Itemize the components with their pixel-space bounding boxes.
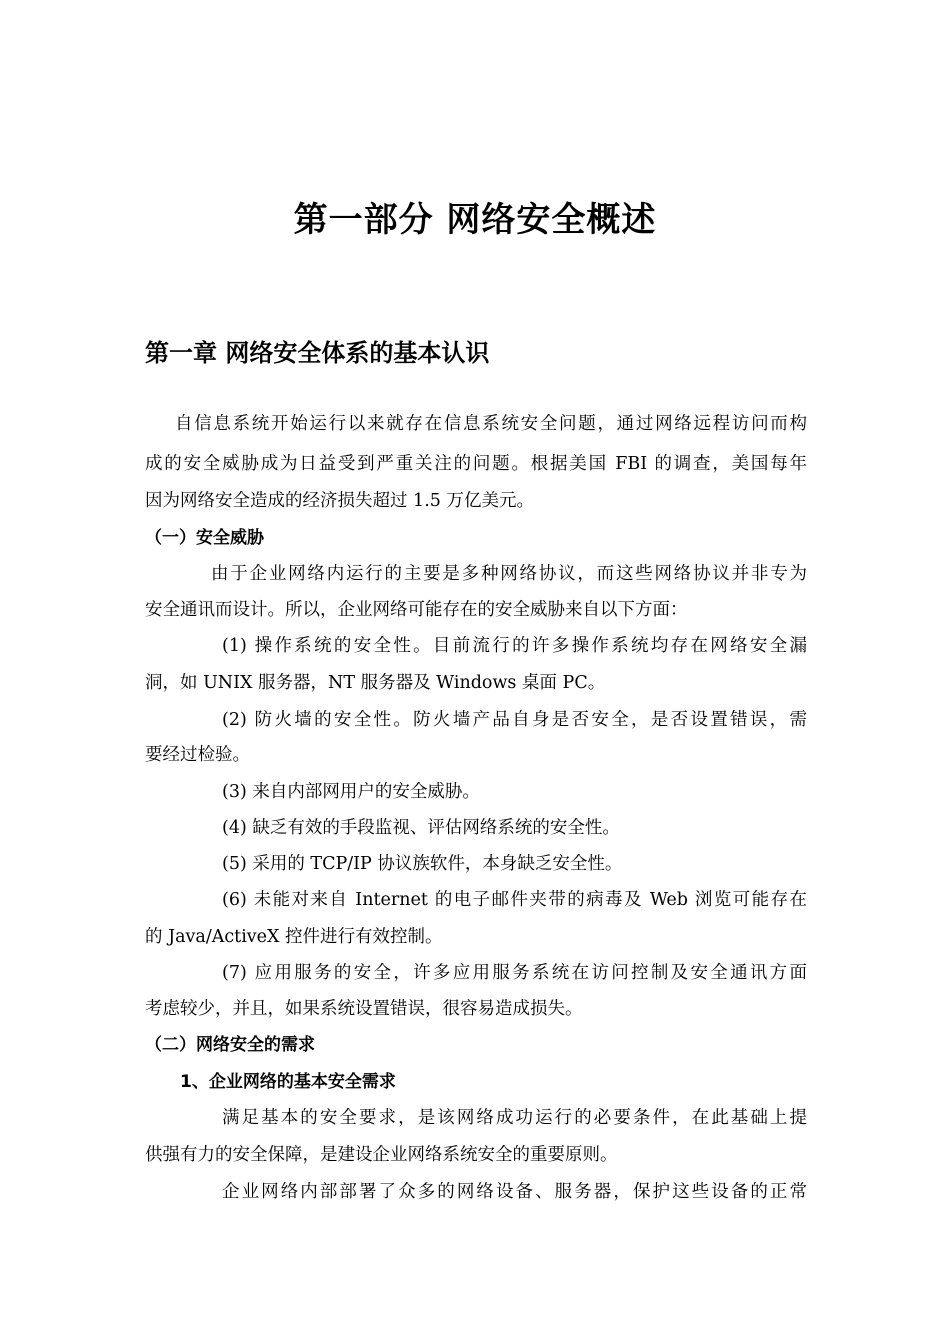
- threat-item-6-cont: 的 Java/ActiveX 控件进行有效控制。: [145, 927, 443, 947]
- threat-item-6: (6) 未能对来自 Internet 的电子邮件夹带的病毒及 Web 浏览可能存在: [222, 890, 807, 910]
- threats-para-line-2: 安全通讯而设计。所以，企业网络可能存在的安全威胁来自以下方面：: [145, 600, 688, 620]
- requirements-para2-line-1: 企业网络内部部署了众多的网络设备、服务器，保护这些设备的正常: [222, 1182, 807, 1202]
- threat-item-4: (4) 缺乏有效的手段监视、评估网络系统的安全性。: [222, 818, 620, 838]
- section-heading-threats: （一）安全威胁: [145, 528, 264, 548]
- threat-item-1-cont: 洞，如 UNIX 服务器，NT 服务器及 Windows 桌面 PC。: [145, 673, 606, 693]
- part-title: 第一部分 网络安全概述: [293, 200, 657, 240]
- threat-item-2: (2) 防火墙的安全性。防火墙产品自身是否安全，是否设置错误，需: [222, 710, 807, 730]
- requirements-para1-line-2: 供强有力的安全保障，是建设企业网络系统安全的重要原则。: [145, 1145, 618, 1165]
- threat-item-7-cont: 考虑较少，并且，如果系统设置错误，很容易造成损失。: [145, 999, 583, 1019]
- threat-item-3: (3) 来自内部网用户的安全威胁。: [222, 782, 480, 802]
- threat-item-1: (1) 操作系统的安全性。目前流行的许多操作系统均存在网络安全漏: [222, 636, 807, 656]
- intro-line-2: 成的安全威胁成为日益受到严重关注的问题。根据美国 FBI 的调查，美国每年: [145, 454, 807, 474]
- intro-line-3: 因为网络安全造成的经济损失超过 1.5 万亿美元。: [145, 491, 534, 511]
- threats-para-line-1: 由于企业网络内运行的主要是多种网络协议，而这些网络协议并非专为: [211, 564, 807, 584]
- section-heading-requirements: （二）网络安全的需求: [145, 1035, 315, 1055]
- threat-item-5: (5) 采用的 TCP/IP 协议族软件，本身缺乏安全性。: [222, 854, 623, 874]
- threat-item-7: (7) 应用服务的安全，许多应用服务系统在访问控制及安全通讯方面: [222, 963, 807, 983]
- sub-heading-basic-requirements: 1、企业网络的基本安全需求: [180, 1072, 396, 1092]
- requirements-para1-line-1: 满足基本的安全要求，是该网络成功运行的必要条件，在此基础上提: [222, 1108, 807, 1128]
- chapter-title: 第一章 网络安全体系的基本认识: [145, 339, 490, 367]
- intro-line-1: 自信息系统开始运行以来就存在信息系统安全问题，通过网络远程访问而构: [175, 414, 807, 434]
- threat-item-2-cont: 要经过检验。: [145, 745, 250, 765]
